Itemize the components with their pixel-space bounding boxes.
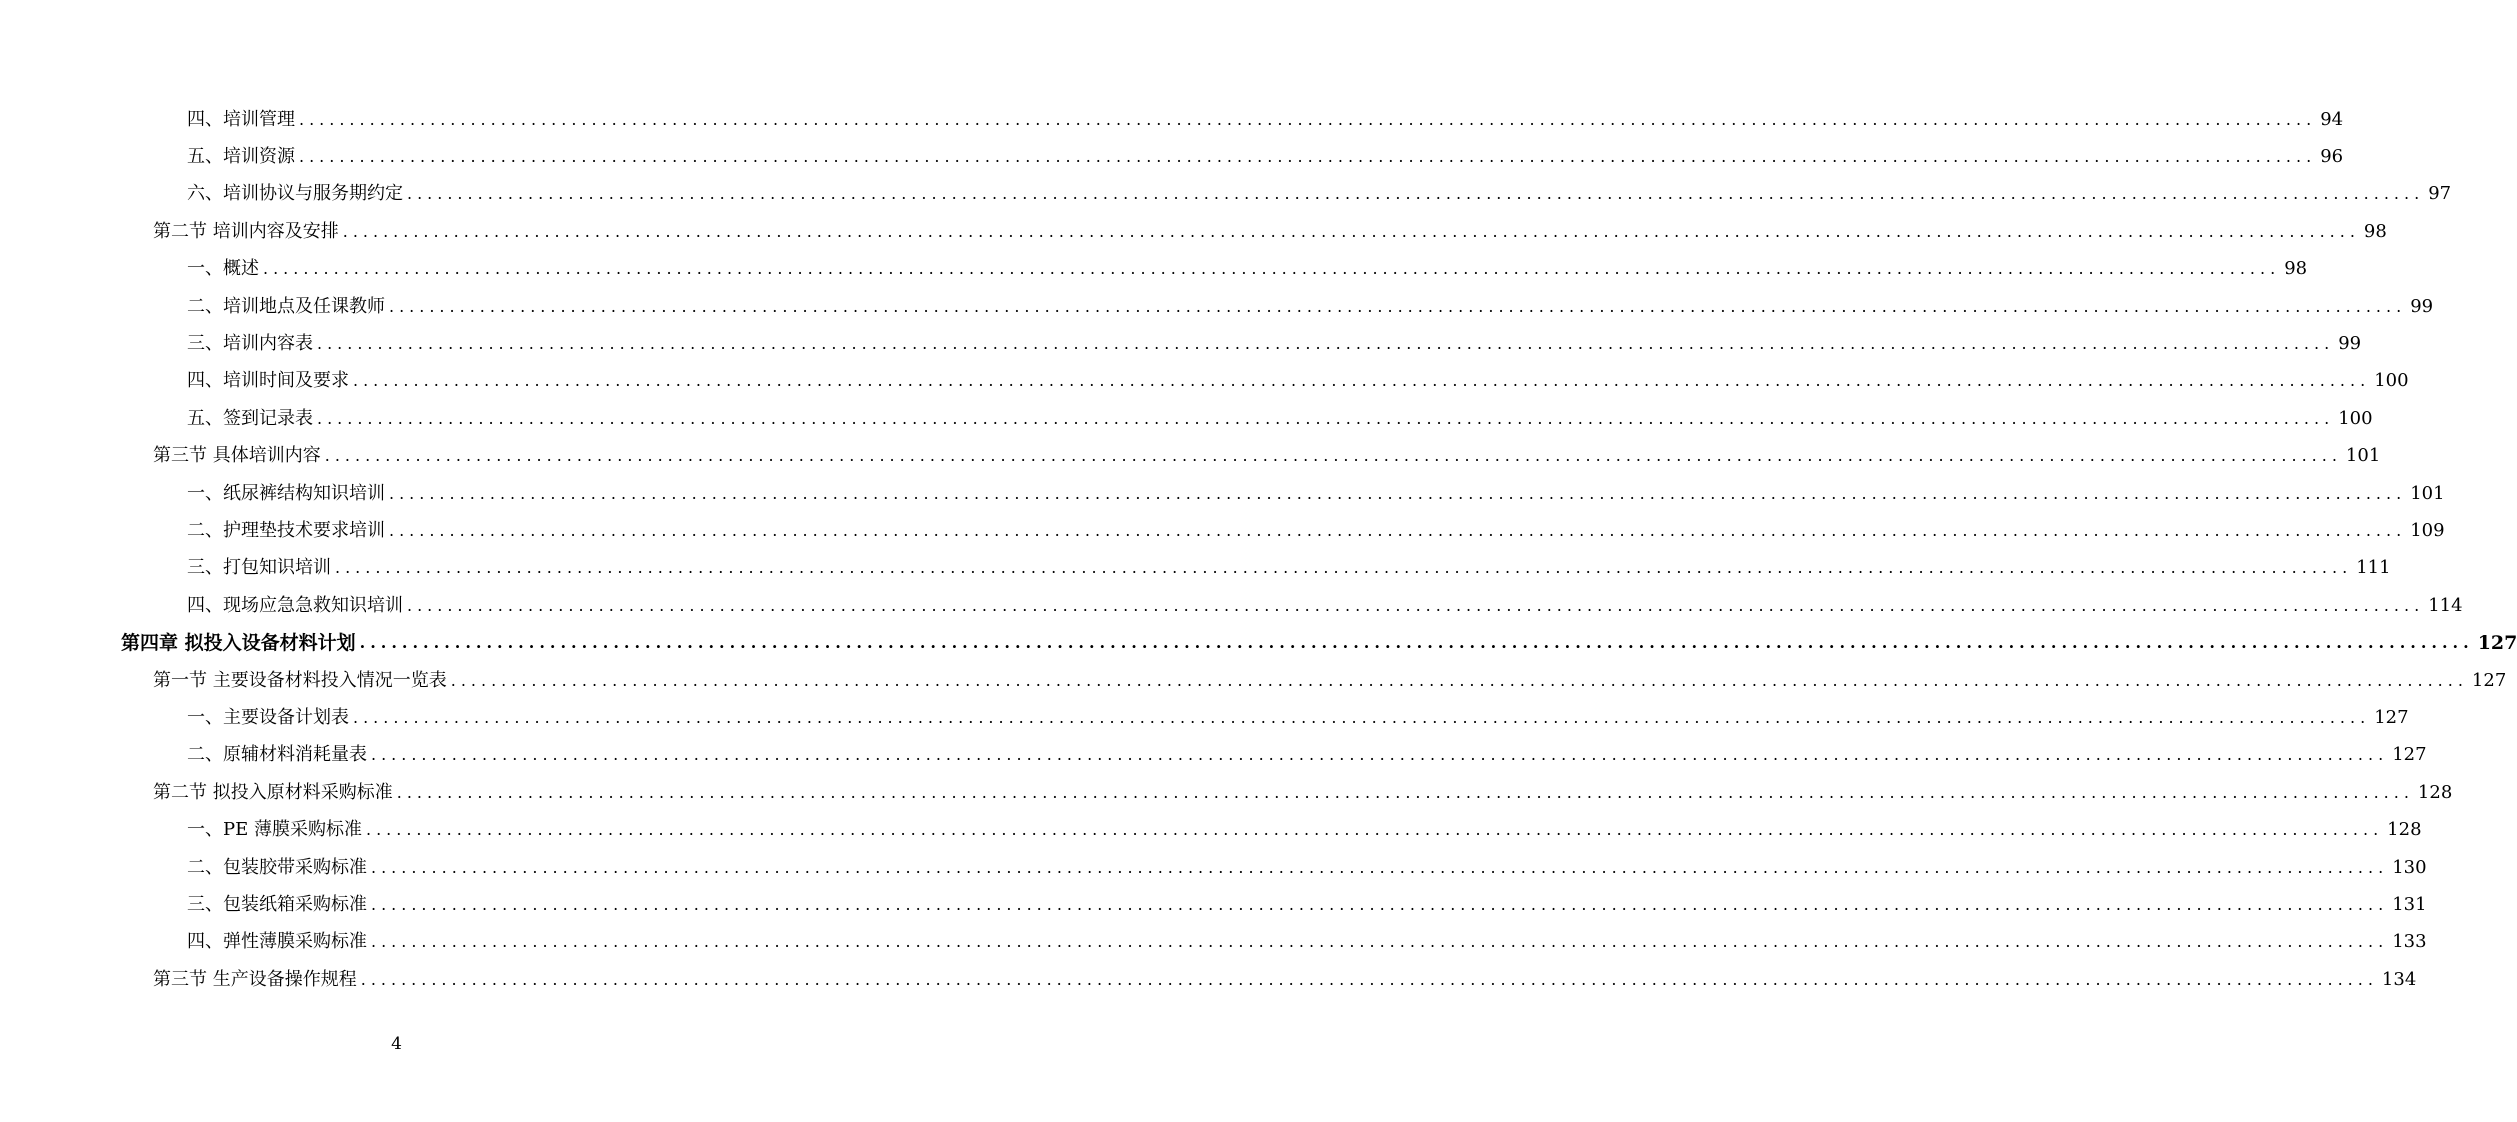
toc-entry-page: 94 bbox=[2320, 108, 2344, 130]
toc-entry-page: 128 bbox=[2387, 819, 2422, 841]
toc-entry-title: 第二节 培训内容及安排 bbox=[153, 220, 339, 242]
toc-entry[interactable] bbox=[0, 699, 2409, 736]
toc-leader-dots: ........................................................................................................................................................................................................ bbox=[317, 408, 2335, 428]
toc-entry-page: 134 bbox=[2381, 968, 2417, 990]
toc-entry-page: 97 bbox=[2428, 183, 2452, 205]
toc-leader-dots: ........................................................................................................................................................................................................ bbox=[342, 221, 2360, 241]
toc-entry[interactable] bbox=[0, 400, 2373, 437]
toc-entry-title: 四、培训管理 bbox=[187, 108, 295, 130]
toc-leader-dots: ........................................................................................................................................................................................................ bbox=[299, 109, 2317, 129]
toc-entry-page: 99 bbox=[2338, 333, 2362, 355]
toc-entry-page: 127 bbox=[2392, 744, 2427, 766]
toc-entry[interactable] bbox=[0, 325, 2362, 362]
toc-entry[interactable] bbox=[0, 138, 2344, 175]
toc-entry-title: 二、包装胶带采购标准 bbox=[187, 856, 367, 878]
toc-entry-title: 第四章 拟投入设备材料计划 bbox=[121, 631, 356, 654]
toc-entry-page: 98 bbox=[2363, 220, 2387, 242]
toc-leader-dots: ........................................................................................................................................................................................................ bbox=[371, 745, 2389, 765]
toc-leader-dots: ........................................................................................................................................................................................................ bbox=[389, 483, 2407, 503]
toc-entry[interactable] bbox=[0, 849, 2427, 886]
toc-leader-dots: ........................................................................................................................................................................................................ bbox=[450, 670, 2468, 690]
toc-entry-title: 四、培训时间及要求 bbox=[187, 370, 349, 392]
table-of-contents bbox=[0, 101, 2517, 998]
toc-leader-dots: ........................................................................................................................................................................................................ bbox=[324, 446, 2342, 466]
toc-entry-title: 三、培训内容表 bbox=[187, 333, 313, 355]
toc-entry-page: 101 bbox=[2345, 445, 2381, 467]
toc-leader-dots: ........................................................................................................................................................................................................ bbox=[389, 296, 2407, 316]
toc-entry[interactable] bbox=[0, 475, 2445, 512]
toc-entry[interactable] bbox=[0, 176, 2452, 213]
toc-entry[interactable] bbox=[0, 587, 2463, 624]
toc-entry-page: 99 bbox=[2410, 295, 2434, 317]
toc-entry-page: 100 bbox=[2374, 370, 2409, 392]
toc-leader-dots: ........................................................................................................................................................................................................ bbox=[371, 857, 2389, 877]
toc-entry[interactable] bbox=[0, 550, 2391, 587]
toc-entry[interactable] bbox=[0, 811, 2422, 848]
toc-entry-page: 127 bbox=[2471, 669, 2507, 691]
toc-entry[interactable] bbox=[0, 512, 2445, 549]
toc-entry-title: 二、原辅材料消耗量表 bbox=[187, 744, 367, 766]
toc-leader-dots: ........................................................................................................................................................................................................ bbox=[396, 782, 2414, 802]
toc-entry-title: 三、打包知识培训 bbox=[187, 557, 331, 579]
toc-entry-page: 131 bbox=[2392, 893, 2427, 915]
toc-leader-dots: ........................................................................................................................................................................................................ bbox=[389, 520, 2407, 540]
toc-entry-title: 第一节 主要设备材料投入情况一览表 bbox=[153, 669, 447, 691]
toc-leader-dots: ........................................................................................................................................................................................................ bbox=[371, 894, 2389, 914]
toc-leader-dots: ........................................................................................................................................................................................................ bbox=[353, 707, 2371, 727]
toc-entry-title: 一、纸尿裤结构知识培训 bbox=[187, 482, 385, 504]
toc-leader-dots: ........................................................................................................................................................................................................ bbox=[365, 820, 2384, 840]
toc-entry[interactable] bbox=[0, 737, 2427, 774]
toc-entry-page: 96 bbox=[2320, 146, 2344, 168]
toc-entry-title: 一、概述 bbox=[187, 258, 259, 280]
toc-leader-dots: ........................................................................................................................................................................................................ bbox=[263, 259, 2281, 279]
toc-leader-dots: ........................................................................................................................................................................................................ bbox=[407, 184, 2425, 204]
toc-leader-dots: ........................................................................................................................................................................................................ bbox=[299, 147, 2317, 167]
toc-entry[interactable] bbox=[0, 624, 2517, 661]
toc-entry-title: 四、弹性薄膜采购标准 bbox=[187, 931, 367, 953]
toc-entry-page: 98 bbox=[2284, 258, 2308, 280]
toc-entry[interactable] bbox=[0, 662, 2507, 699]
toc-leader-dots: ........................................................................................................................................................................................................ bbox=[371, 932, 2389, 952]
toc-leader-dots: ........................................................................................................................................................................................................ bbox=[407, 595, 2425, 615]
toc-entry[interactable] bbox=[0, 438, 2381, 475]
toc-entry-page: 111 bbox=[2356, 557, 2391, 579]
toc-entry[interactable] bbox=[0, 961, 2417, 998]
toc-leader-dots: ........................................................................................................................................................................................................ bbox=[360, 969, 2378, 989]
toc-entry[interactable] bbox=[0, 774, 2453, 811]
toc-entry[interactable] bbox=[0, 213, 2387, 250]
page-number: 4 bbox=[391, 1034, 402, 1054]
toc-entry-page: 100 bbox=[2338, 407, 2373, 429]
toc-leader-dots: ........................................................................................................................................................................................................ bbox=[359, 633, 2474, 653]
toc-leader-dots: ........................................................................................................................................................................................................ bbox=[335, 558, 2353, 578]
toc-entry[interactable] bbox=[0, 251, 2308, 288]
toc-entry-page: 109 bbox=[2410, 519, 2445, 541]
toc-entry-title: 三、包装纸箱采购标准 bbox=[187, 893, 367, 915]
toc-entry-page: 130 bbox=[2392, 856, 2427, 878]
toc-entry-title: 四、现场应急急救知识培训 bbox=[187, 594, 403, 616]
toc-entry-title: 第二节 拟投入原材料采购标准 bbox=[153, 781, 393, 803]
toc-leader-dots: ........................................................................................................................................................................................................ bbox=[353, 371, 2371, 391]
toc-entry-title: 二、护理垫技术要求培训 bbox=[187, 519, 385, 541]
toc-entry[interactable] bbox=[0, 101, 2344, 138]
toc-entry-title: 第三节 具体培训内容 bbox=[153, 445, 321, 467]
toc-entry-page: 114 bbox=[2428, 594, 2463, 616]
toc-entry-page: 127 bbox=[2374, 706, 2409, 728]
toc-entry-page: 133 bbox=[2392, 931, 2427, 953]
toc-entry-title: 第三节 生产设备操作规程 bbox=[153, 968, 357, 990]
toc-entry[interactable] bbox=[0, 924, 2427, 961]
toc-entry-page: 101 bbox=[2410, 482, 2445, 504]
toc-entry-title: 五、签到记录表 bbox=[187, 407, 313, 429]
toc-entry-title: 一、PE 薄膜采购标准 bbox=[187, 819, 362, 841]
toc-entry-page: 128 bbox=[2417, 781, 2453, 803]
toc-entry-page: 127 bbox=[2477, 631, 2517, 654]
toc-entry[interactable] bbox=[0, 886, 2427, 923]
toc-entry-title: 六、培训协议与服务期约定 bbox=[187, 183, 403, 205]
toc-entry-title: 一、主要设备计划表 bbox=[187, 706, 349, 728]
toc-entry-title: 二、培训地点及任课教师 bbox=[187, 295, 385, 317]
toc-leader-dots: ........................................................................................................................................................................................................ bbox=[317, 334, 2335, 354]
toc-entry[interactable] bbox=[0, 363, 2409, 400]
toc-entry-title: 五、培训资源 bbox=[187, 146, 295, 168]
toc-entry[interactable] bbox=[0, 288, 2434, 325]
